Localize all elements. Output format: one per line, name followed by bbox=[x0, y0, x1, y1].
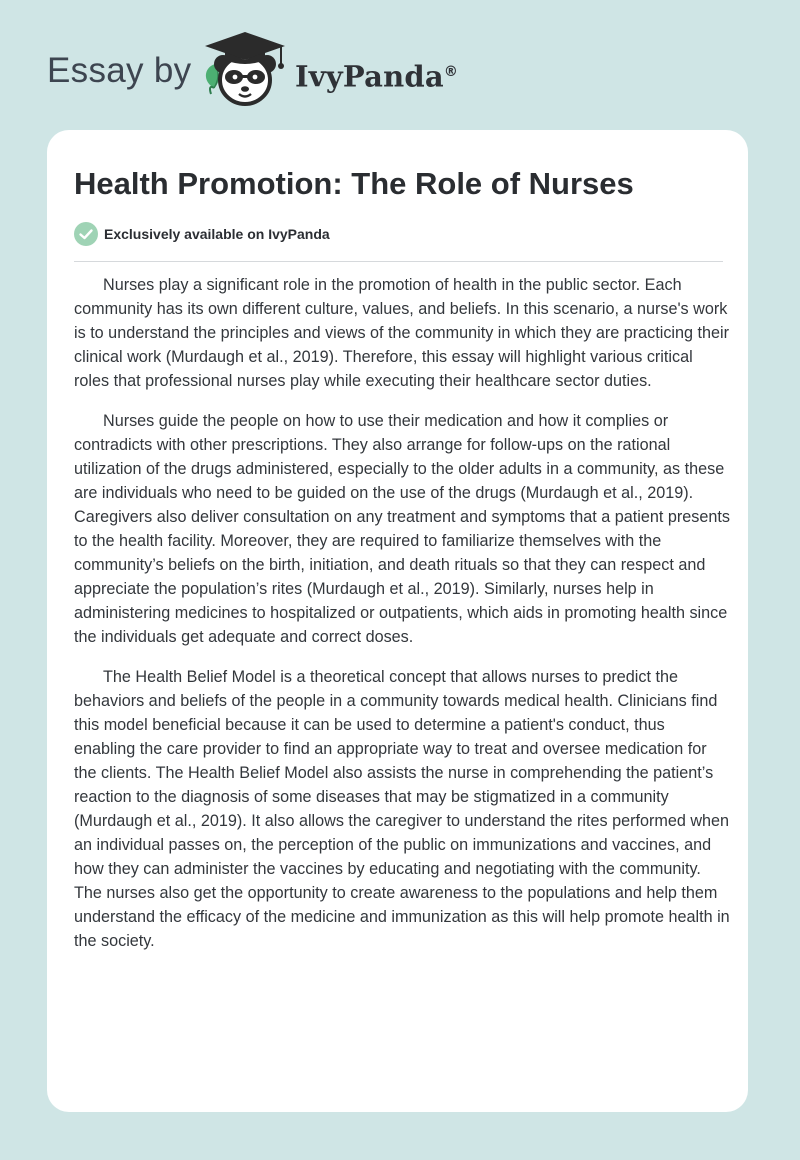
divider bbox=[74, 261, 723, 262]
panda-graduate-icon[interactable] bbox=[201, 30, 291, 110]
site-header bbox=[47, 30, 747, 110]
essay-paragraph: The Health Belief Model is a theoretical concept that allows nurses to predict the behaviors and beliefs of the people in a community towards medical health. Clinicians find this model beneficial because it can be used to determine a patient's conduct, thus enabling the care provider to find an appropriate way to treat and oversee medication for the clients. The Health Belief Model also assists the nurse in comprehending the patient’s reaction to the diagnosis of some diseases that may be stigmatized in a community (Murdaugh et al., 2019). It also allows the caregiver to understand the rites performed when an individual passes on, the perception of the public on immunizations and vaccines, and how they can administer the vaccines by educating and negotiating with the community. The nurses also get the opportunity to create awareness to the populations and help them understand the efficacy of the medicine and immunization as this will help promote health in the society. bbox=[74, 668, 730, 950]
essay-by-label: Essay by bbox=[47, 51, 192, 90]
brand-logo-text[interactable]: IvyPanda® bbox=[295, 59, 459, 94]
essay-paragraph: Nurses guide the people on how to use their medication and how it complies or contradicts with other prescriptions. They also arrange for follow-ups on the rational utilization of the drugs administered, especially to the older adults in a community, as these are individuals who need to be guided on the use of the drugs (Murdaugh et al., 2019). Caregivers also deliver consultation on any treatment and symptoms that a patient presents to the health facility. Moreover, they are required to familiarize themselves with the community’s beliefs on the birth, initiation, and death rituals so that they can respect and appreciate the population’s rites (Murdaugh et al., 2019). Similarly, nurses help in administering medicines to hospitalized or outpatients, which aids in promoting health since the individuals get adequate and correct doses. bbox=[74, 412, 730, 646]
page-title: Health Promotion: The Role of Nurses bbox=[74, 166, 634, 201]
exclusive-badge bbox=[74, 222, 330, 246]
essay-paragraph: Nurses play a significant role in the promotion of health in the public sector. Each community has its own different culture, values, and beliefs. In this scenario, a nurse's work is to understand the principles and views of the community in which they are practicing their clinical work (Murdaugh et al., 2019). Therefore, this essay will highlight various critical roles that professional nurses play while executing their healthcare sector duties. bbox=[74, 276, 730, 390]
check-circle-icon bbox=[74, 222, 98, 246]
essay-card bbox=[47, 130, 748, 1112]
essay-body bbox=[74, 273, 730, 969]
exclusive-badge-label: Exclusively available on IvyPanda bbox=[104, 226, 330, 242]
